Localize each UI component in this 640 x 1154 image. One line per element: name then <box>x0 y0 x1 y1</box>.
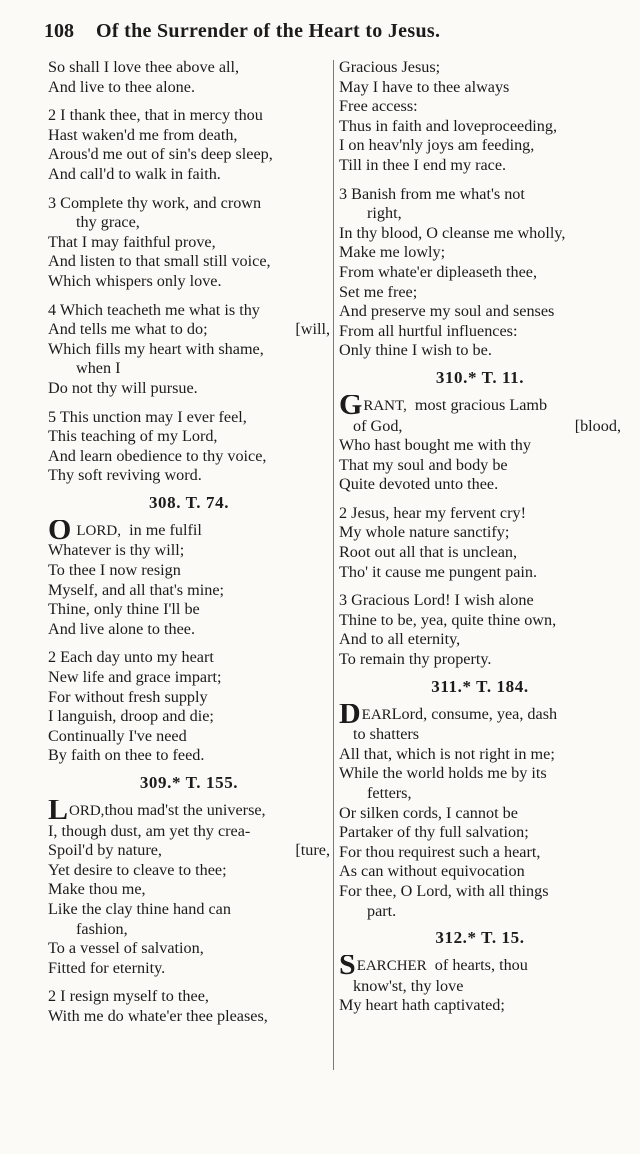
verse-line: Tho' it cause me pungent pain. <box>339 562 538 581</box>
verse-line: 2 I resign myself to thee, <box>48 987 209 1006</box>
verse-line <box>48 800 330 822</box>
verse-line: Make thou me, <box>48 880 146 899</box>
verse-line <box>48 841 330 861</box>
stanza-3 <box>339 185 621 361</box>
hymn-310-stanza-1 <box>339 395 621 495</box>
verse-text: Spoil'd by nature, <box>48 841 162 860</box>
verse-line: Thine to be, yea, quite thine own, <box>339 610 557 629</box>
verse-line: May I have to thee always <box>339 77 510 96</box>
verse-line: And to all eternity, <box>339 630 461 649</box>
verse-line: As can without equivocation <box>339 862 525 881</box>
verse-line: Thine, only thine I'll be <box>48 600 200 619</box>
verse-opening-word: ORD, <box>69 803 105 819</box>
verse-line: All that, which is not right in me; <box>339 744 555 763</box>
verse-line: 3 Banish from me what's not <box>339 184 525 203</box>
verse-text: Lord, consume, yea, dash <box>391 704 558 723</box>
verse-line: That my soul and body be <box>339 455 508 474</box>
verse-line: New life and grace impart; <box>48 668 222 687</box>
hymn-number-311: 311.* T. 184. <box>431 676 529 696</box>
verse-line: to shatters <box>353 725 420 744</box>
verse-line: To a vessel of salvation, <box>48 939 204 958</box>
page-header <box>44 20 604 48</box>
page-number: 108 <box>44 20 74 42</box>
verse-opening-word: LORD, <box>76 522 121 539</box>
verse-turnover: [will, <box>295 320 330 339</box>
verse-line: thy grace, <box>76 213 140 232</box>
verse-line: This teaching of my Lord, <box>48 427 218 446</box>
verse-line: Arous'd me out of sin's deep sleep, <box>48 145 273 164</box>
verse-line: Thy soft reviving word. <box>48 466 202 485</box>
verse-line: For thee, O Lord, with all things <box>339 881 549 900</box>
verse-line: 4 Which teacheth me what is thy <box>48 300 260 319</box>
verse-line: Who hast bought me with thy <box>339 436 531 455</box>
column-divider <box>333 60 334 1070</box>
verse-text: thou mad'st the universe, <box>104 801 266 819</box>
verse-turnover: [blood, <box>574 416 621 435</box>
hymn-309-stanza-1 <box>48 800 330 978</box>
verse-opening-word: EAR <box>361 706 392 723</box>
verse-line: Partaker of thy full salvation; <box>339 823 529 842</box>
stanza-4 <box>48 301 330 399</box>
hymn-308-stanza-2 <box>48 648 330 766</box>
right-column <box>339 58 621 1016</box>
verse-line: For without fresh supply <box>48 687 208 706</box>
verse-line: I, though dust, am yet thy crea- <box>48 821 251 840</box>
drop-cap: O <box>48 519 72 542</box>
verse-line: Fitted for eternity. <box>48 958 166 977</box>
verse-line: Make me lowly; <box>339 243 446 262</box>
verse-line: when I <box>76 359 121 378</box>
verse-text: of hearts, thou <box>434 956 528 975</box>
verse-line: 3 Gracious Lord! I wish alone <box>339 591 534 610</box>
left-column <box>48 58 330 1027</box>
drop-cap: D <box>339 703 361 726</box>
verse-line: 2 I thank thee, that in mercy thou <box>48 106 263 125</box>
verse-line <box>48 320 330 340</box>
verse-line: Yet desire to cleave to thee; <box>48 860 227 879</box>
stanza-continuation <box>48 58 330 97</box>
drop-cap: L <box>48 800 69 822</box>
hymn-number-310: 310.* T. 11. <box>435 367 525 387</box>
hymn-312-stanza-1 <box>339 955 621 1016</box>
verse-line: part. <box>367 901 397 920</box>
verse-text: of God, <box>353 416 403 435</box>
verse-line: Whatever is thy will; <box>48 541 185 560</box>
verse-line: Or silken cords, I cannot be <box>339 803 518 822</box>
verse-line: 5 This unction may I ever feel, <box>48 407 247 426</box>
hymn-310-stanza-2 <box>339 504 621 582</box>
verse-line: That I may faithful prove, <box>48 232 216 251</box>
stanza-2 <box>48 106 330 184</box>
verse-line: Gracious Jesus; <box>339 58 441 76</box>
running-title: Of the Surrender of the Heart to Jesus. <box>96 20 441 42</box>
hymn-308-stanza-1 <box>48 520 330 640</box>
verse-line: And live to thee alone. <box>48 77 195 96</box>
verse-line: I on heav'nly joys am feeding, <box>339 136 535 155</box>
drop-cap: S <box>339 955 356 977</box>
verse-line: For thou requirest such a heart, <box>339 842 541 861</box>
verse-line: And live alone to thee. <box>48 619 195 638</box>
verse-line <box>339 417 621 437</box>
hymn-309-stanza-2 <box>48 987 330 1026</box>
verse-line: Which fills my heart with shame, <box>48 339 264 358</box>
verse-line: In thy blood, O cleanse me wholly, <box>339 223 566 242</box>
verse-line: Only thine I wish to be. <box>339 341 492 360</box>
verse-line: While the world holds me by its <box>339 764 547 783</box>
verse-line: 3 Complete thy work, and crown <box>48 193 262 212</box>
verse-line: To thee I now resign <box>48 561 181 580</box>
verse-line: And call'd to walk in faith. <box>48 164 221 183</box>
verse-line: Continually I've need <box>48 726 187 745</box>
verse-line: fashion, <box>76 919 128 938</box>
verse-opening-word: EARCHER <box>356 958 427 975</box>
verse-line: Myself, and all that's mine; <box>48 580 224 599</box>
verse-line: With me do whate'er thee pleases, <box>48 1006 268 1025</box>
verse-line: right, <box>367 204 402 223</box>
stanza-5 <box>48 408 330 486</box>
verse-line: 2 Jesus, hear my fervent cry! <box>339 503 526 522</box>
verse-turnover: [ture, <box>295 841 330 860</box>
verse-text: most gracious Lamb <box>414 395 548 414</box>
verse-line: Hast waken'd me from death, <box>48 125 238 144</box>
verse-line: 2 Each day unto my heart <box>48 648 214 667</box>
hymn-number-309: 309.* T. 155. <box>139 773 239 792</box>
verse-line: Root out all that is unclean, <box>339 543 518 562</box>
hymn-number-308: 308. T. 74. <box>148 492 230 512</box>
verse-line: And preserve my soul and senses <box>339 302 555 321</box>
verse-line: Thus in faith and loveproceeding, <box>339 116 558 135</box>
verse-line: Which whispers only love. <box>48 271 222 290</box>
stanza-continuation <box>339 58 621 176</box>
drop-cap: G <box>339 394 363 417</box>
verse-line: Do not thy will pursue. <box>48 378 198 397</box>
verse-line: My heart hath captivated; <box>339 996 505 1015</box>
verse-opening-word: RANT, <box>363 397 407 414</box>
verse-line: My whole nature sanctify; <box>339 523 510 542</box>
verse-line <box>339 395 621 417</box>
verse-text: in me fulfil <box>129 520 202 539</box>
verse-line <box>48 520 330 542</box>
verse-line: Set me free; <box>339 282 418 301</box>
verse-line: Like the clay thine hand can <box>48 899 231 918</box>
verse-text: And tells me what to do; <box>48 320 208 339</box>
hymn-311-stanza-1 <box>339 704 621 922</box>
stanza-3 <box>48 194 330 292</box>
verse-line: From all hurtful influences: <box>339 321 518 340</box>
verse-line: Free access: <box>339 97 418 116</box>
verse-line: And listen to that small still voice, <box>48 252 271 271</box>
verse-line <box>339 704 621 726</box>
hymn-number-312: 312.* T. 15. <box>435 928 525 948</box>
verse-line: To remain thy property. <box>339 650 492 669</box>
verse-line <box>339 955 621 977</box>
verse-line: I languish, droop and die; <box>48 707 214 726</box>
verse-line: So shall I love thee above all, <box>48 58 240 76</box>
hymn-310-stanza-3 <box>339 591 621 669</box>
verse-line: know'st, thy love <box>353 976 464 995</box>
verse-line: Quite devoted unto thee. <box>339 475 499 494</box>
verse-line: And learn obedience to thy voice, <box>48 446 267 465</box>
verse-line: By faith on thee to feed. <box>48 746 205 765</box>
verse-line: From whate'er dipleaseth thee, <box>339 262 537 281</box>
verse-line: fetters, <box>367 784 412 802</box>
verse-line: Till in thee I end my race. <box>339 155 507 174</box>
